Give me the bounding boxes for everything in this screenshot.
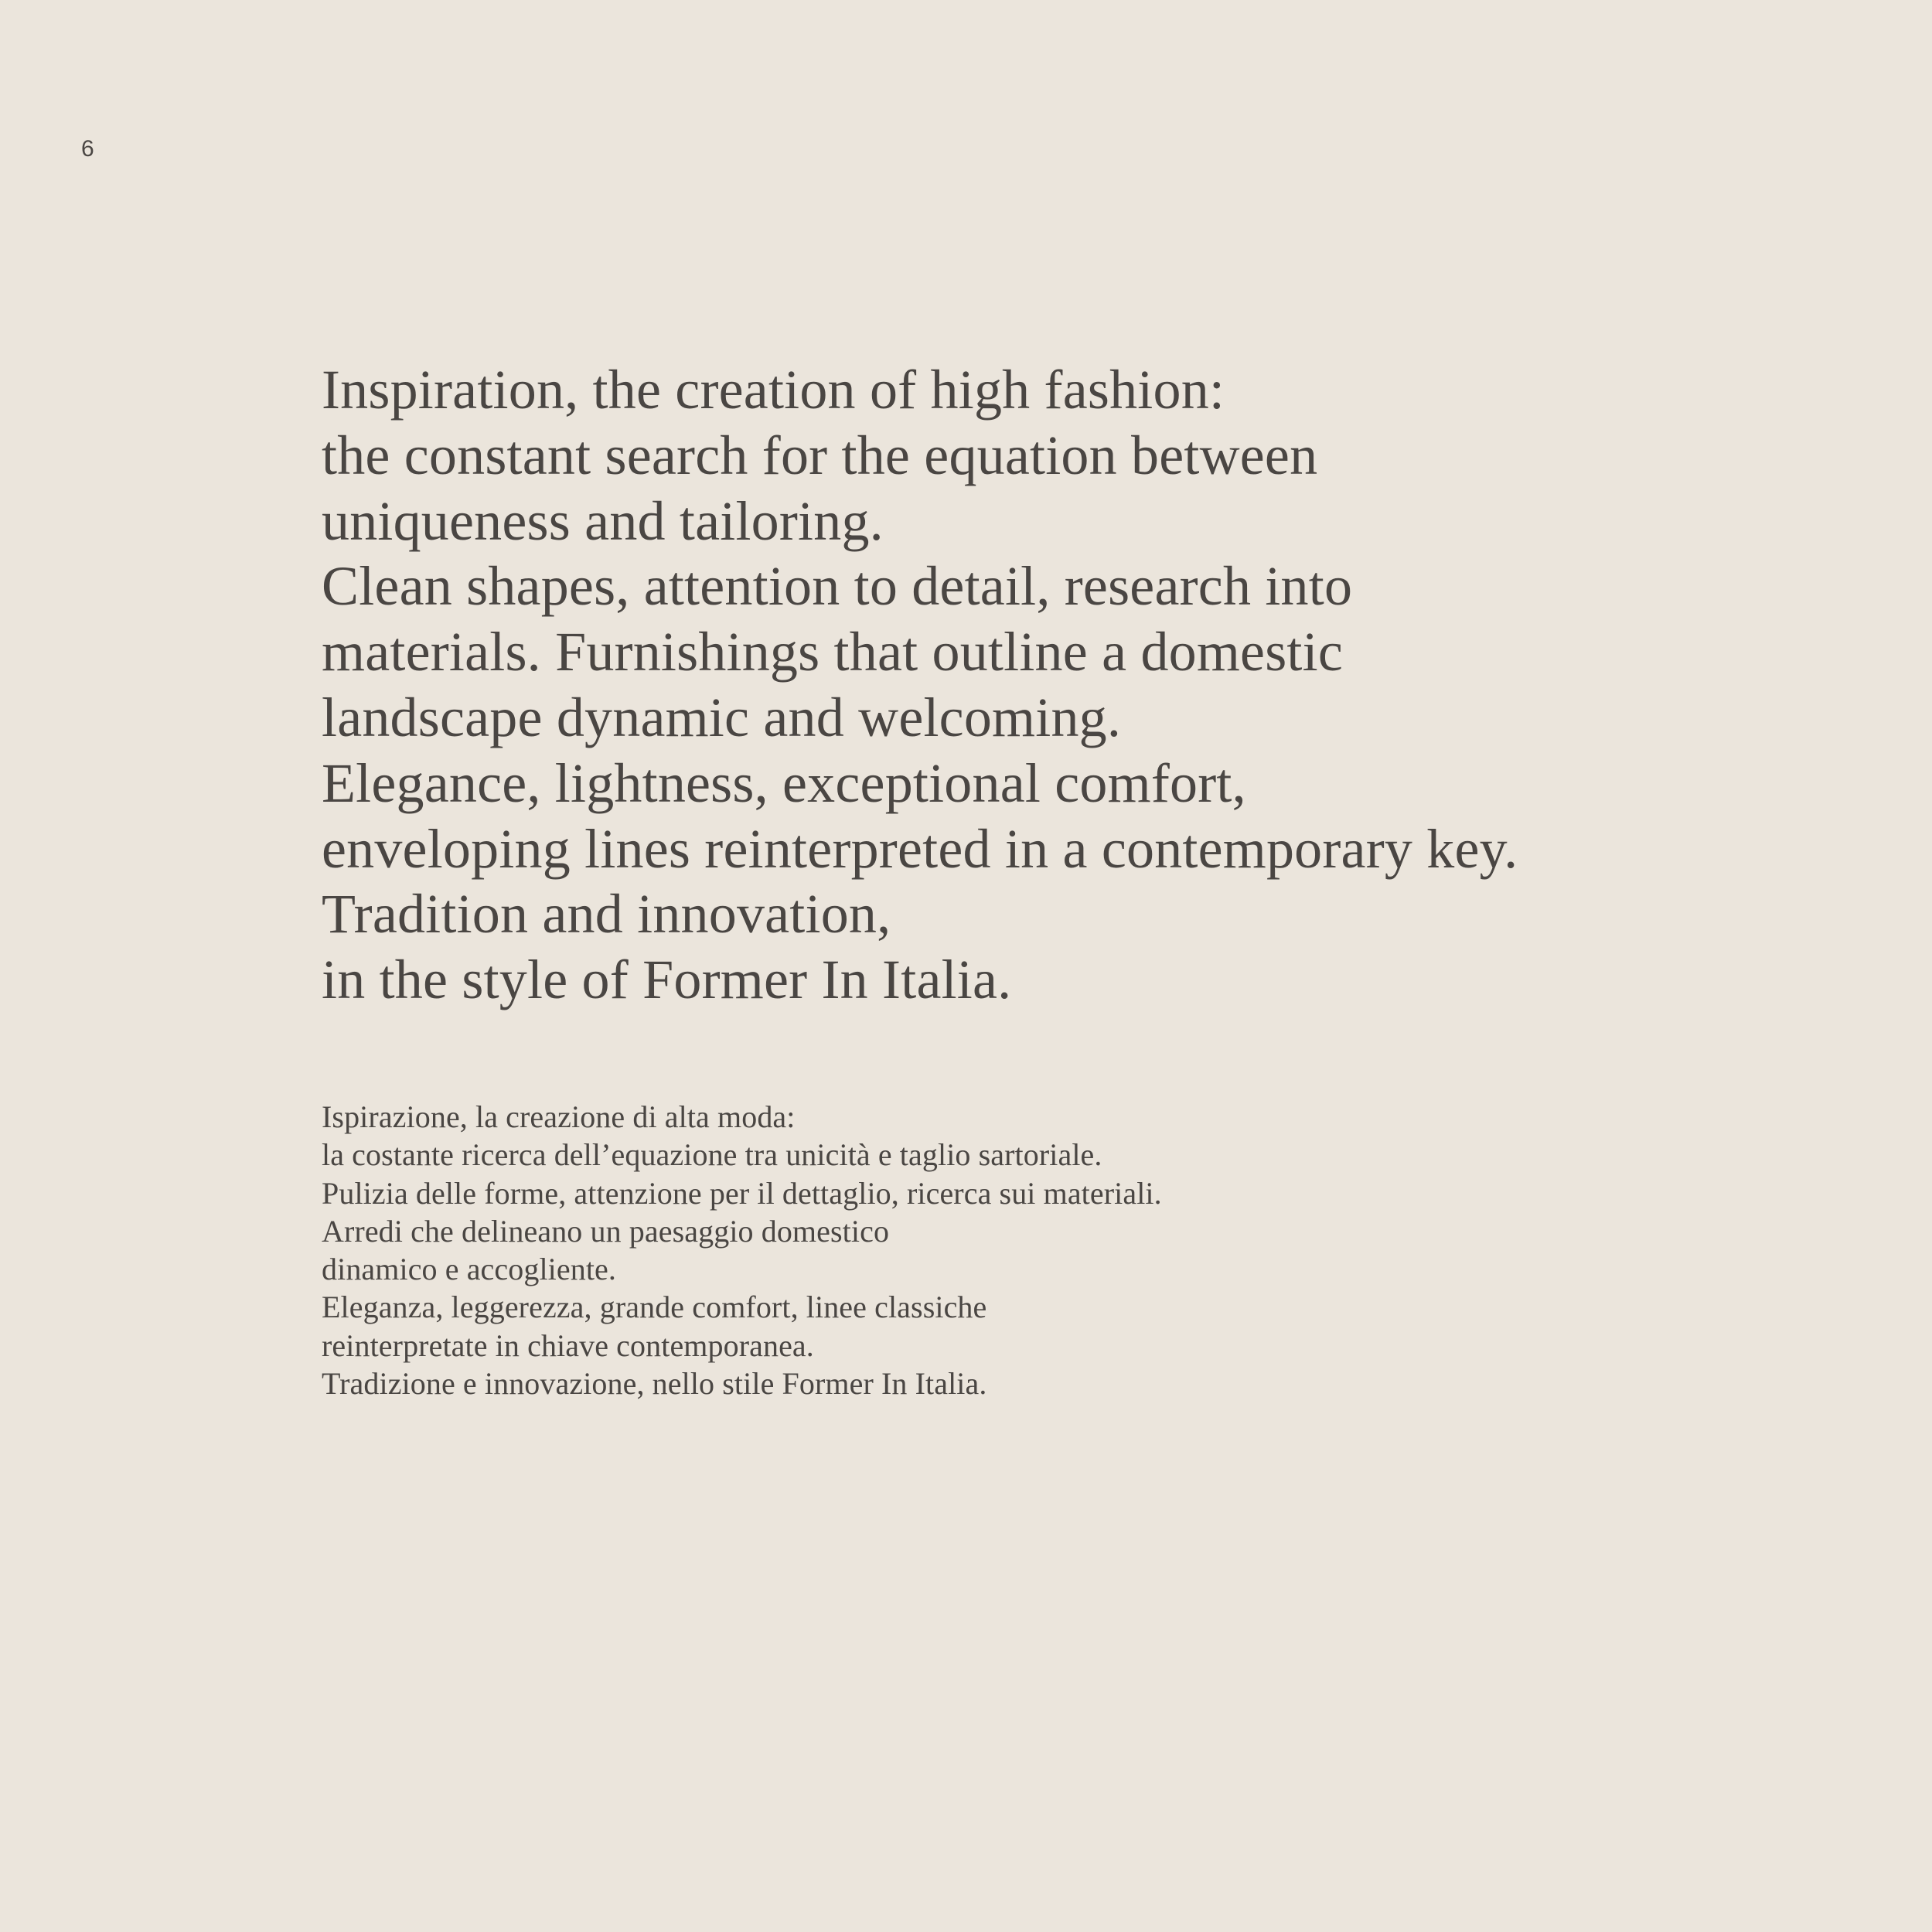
italian-line: Pulizia delle forme, attenzione per il dettaglio, ricerca sui materiali.	[322, 1175, 1162, 1211]
english-paragraph	[322, 357, 1791, 1013]
italian-line: reinterpretate in chiave contemporanea.	[322, 1327, 814, 1363]
english-line: the constant search for the equation between	[322, 424, 1318, 486]
italian-line: Ispirazione, la creazione di alta moda:	[322, 1099, 796, 1134]
english-line: Clean shapes, attention to detail, research into	[322, 555, 1353, 618]
english-line: in the style of Former In Italia.	[322, 949, 1012, 1011]
english-line: uniqueness and tailoring.	[322, 489, 884, 552]
english-line: Tradition and innovation,	[322, 883, 891, 946]
english-line: materials. Furnishings that outline a domestic	[322, 621, 1343, 683]
page-number: 6	[81, 136, 94, 162]
english-line: enveloping lines reinterpreted in a contemporary key.	[322, 817, 1518, 880]
italian-line: la costante ricerca dell’equazione tra unicità e taglio sartoriale.	[322, 1137, 1102, 1173]
english-line: landscape dynamic and welcoming.	[322, 686, 1122, 748]
italian-line: Eleganza, leggerezza, grande comfort, linee classiche	[322, 1290, 987, 1325]
italian-line: Arredi che delineano un paesaggio domestico	[322, 1213, 890, 1249]
english-line: Elegance, lightness, exceptional comfort,	[322, 751, 1246, 814]
italian-line: Tradizione e innovazione, nello stile Former In Italia.	[322, 1366, 987, 1402]
italian-line: dinamico e accogliente.	[322, 1252, 617, 1287]
english-line: Inspiration, the creation of high fashion:	[322, 359, 1225, 421]
italian-paragraph	[322, 1098, 1791, 1402]
